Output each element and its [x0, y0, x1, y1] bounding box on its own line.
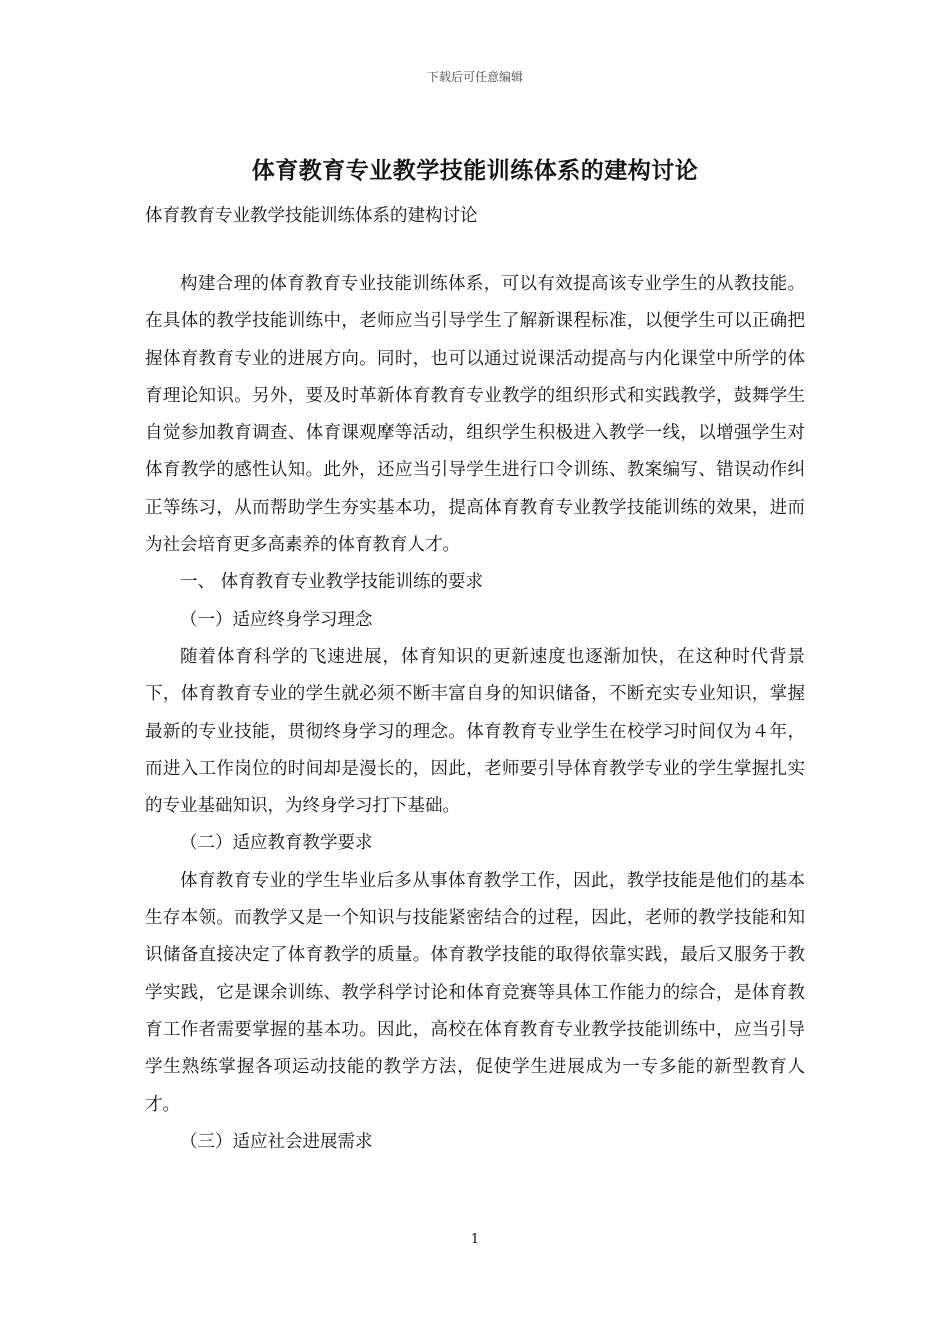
document-body — [145, 266, 805, 1161]
subsection-1-paragraph: 随着体育科学的飞速进展，体育知识的更新速度也逐渐加快，在这种时代背景下，体育教育专业的学生就必须不断丰富自身的知识储备，不断充实专业知识，掌握最新的专业技能，贯彻终身学习的理念。体育教育专业学生在校学习时间仅为４年，而进入工作岗位的时间却是漫长的，因此，老师要引导体育教学专业的学生掌握扎实的专业基础知识，为终身学习打下基础。 — [145, 646, 805, 817]
subsection-heading-2: （二）适应教育教学要求 — [180, 833, 373, 854]
subsection-heading-1: （一）适应终身学习理念 — [180, 609, 373, 630]
intro-paragraph: 构建合理的体育教育专业技能训练体系，可以有效提高该专业学生的从教技能。在具体的教学技能训练中，老师应当引导学生了解新课程标准，以便学生可以正确把握体育教育专业的进展方向。同时，也可以通过说课活动提高与内化课堂中所学的体育理论知识。另外，要及时革新体育教育专业教学的组织形式和实践教学，鼓舞学生自觉参加教育调查、体育课观摩等活动，组织学生积极进入教学一线，以增强学生对体育教学的感性认知。此外，还应当引导学生进行口令训练、教案编写、错误动作纠正等练习，从而帮助学生夯实基本功，提高体育教育专业教学技能训练的效果，进而为社会培育更多高素养的体育教育人才。 — [145, 274, 805, 556]
section-heading-1: 一、 体育教育专业教学技能训练的要求 — [180, 572, 484, 593]
subsection-heading-3: （三）适应社会进展需求 — [180, 1131, 373, 1152]
subsection-2-paragraph: 体育教育专业的学生毕业后多从事体育教学工作，因此，教学技能是他们的基本生存本领。而教学又是一个知识与技能紧密结合的过程，因此，老师的教学技能和知识储备直接决定了体育教学的质量。体育教学技能的取得依靠实践，最后又服务于教学实践，它是课余训练、教学科学讨论和体育竞赛等具体工作能力的综合，是体育教育工作者需要掌握的基本功。因此，高校在体育教育专业教学技能训练中，应当引导学生熟练掌握各项运动技能的教学方法，促使学生进展成为一专多能的新型教育人才。 — [145, 870, 805, 1115]
document-subtitle: 体育教育专业教学技能训练体系的建构讨论 — [145, 206, 478, 226]
document-title: 体育教育专业教学技能训练体系的建构讨论 — [251, 158, 699, 184]
header-note: 下载后可任意编辑 — [426, 70, 523, 84]
page-number: 1 — [470, 1232, 480, 1247]
